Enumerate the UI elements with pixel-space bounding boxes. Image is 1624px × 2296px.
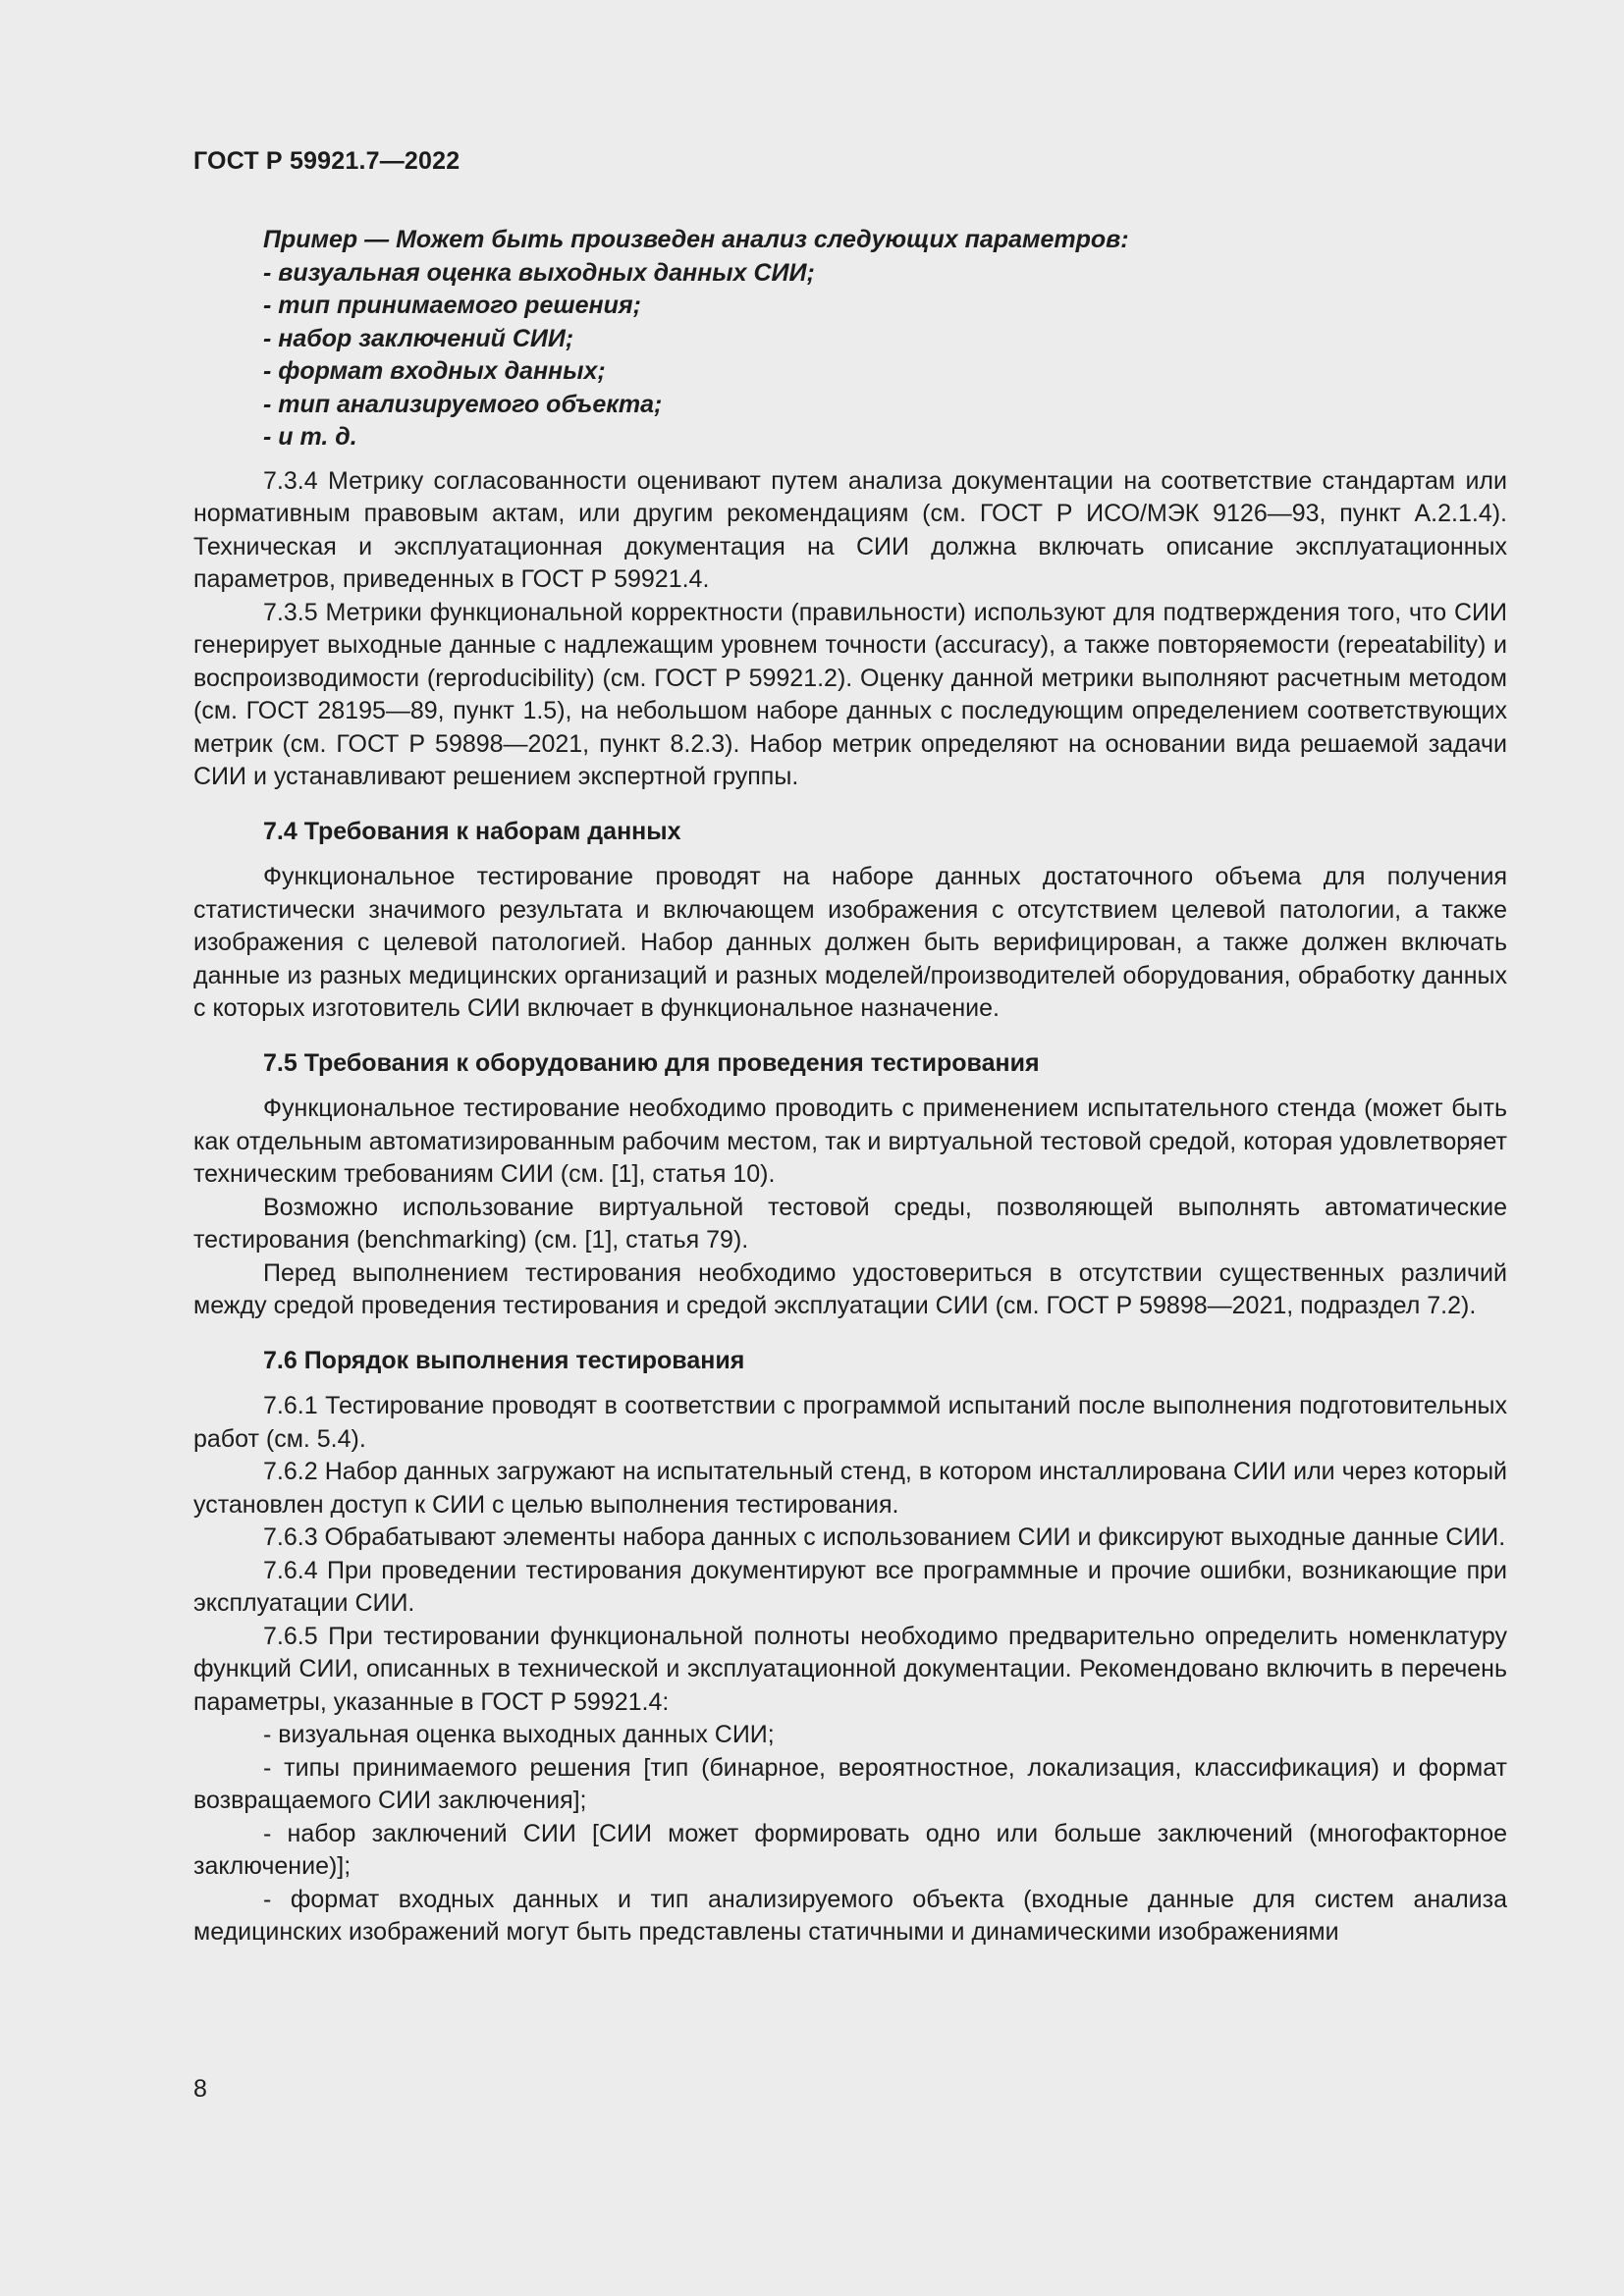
example-item: - тип анализируемого объекта;	[263, 390, 663, 418]
section-heading-7-6: 7.6 Порядок выполнения тестирования	[263, 1346, 745, 1374]
example-item: - формат входных данных;	[263, 357, 606, 385]
paragraph-7-5-body-2: Возможно использование виртуальной тестовой среды, позволяющей выполнять автоматические тестирования (benchmarking) (см. [1], статья 79).	[193, 1193, 1507, 1254]
paragraph-7-6-4: 7.6.4 При проведении тестирования документируют все программные и прочие ошибки, возникающие при эксплуатации СИИ.	[193, 1556, 1507, 1617]
paragraph-7-6-2: 7.6.2 Набор данных загружают на испытательный стенд, в котором инсталлирована СИИ или через который установлен доступ к СИИ с целью выполнения тестирования.	[193, 1458, 1507, 1519]
section-heading-7-5: 7.5 Требования к оборудованию для проведения тестирования	[263, 1048, 1040, 1077]
example-item: - и т. д.	[263, 423, 357, 451]
paragraph-7-6-5: 7.6.5 При тестировании функциональной полноты необходимо предварительно определить номенклатуру функций СИИ, описанных в технической и эксплуатационной документации. Рекомендовано включить в перечень параметры, указанные в ГОСТ Р 59921.4:	[193, 1622, 1507, 1716]
list-item: - визуальная оценка выходных данных СИИ;	[263, 1721, 775, 1748]
paragraph-7-3-4: 7.3.4 Метрику согласованности оценивают путем анализа документации на соответствие стандартам или нормативным правовым актам, или другим рекомендациям (см. ГОСТ Р ИСО/МЭК 9126—93, пункт А.2.1.4). Техническая и эксплуатационная документация на СИИ должна включать описание эксплуатационных параметров, приведенных в ГОСТ Р 59921.4.	[193, 466, 1507, 593]
page-number: 8	[193, 2075, 207, 2103]
paragraph-7-6-1: 7.6.1 Тестирование проводят в соответствии с программой испытаний после выполнения подготовительных работ (см. 5.4).	[193, 1392, 1507, 1453]
example-title: Пример — Может быть произведен анализ следующих параметров:	[263, 226, 1129, 253]
page-content	[193, 224, 1507, 1949]
paragraph-7-3-5: 7.3.5 Метрики функциональной корректности (правильности) используют для подтверждения того, что СИИ генерирует выходные данные с надлежащим уровнем точности (accuracy), а также повторяемости (repeatability) и воспроизводимости (reproducibility) (см. ГОСТ Р 59921.2). Оценку данной метрики выполняют расчетным методом (см. ГОСТ 28195—89, пункт 1.5), на небольшом наборе данных с последующим определением соответствующих метрик (см. ГОСТ Р 59898—2021, пункт 8.2.3). Набор метрик определяют на основании вида решаемой задачи СИИ и устанавливают решением экспертной группы.	[193, 598, 1507, 790]
list-item: - типы принимаемого решения [тип (бинарное, вероятностное, локализация, классификация) и формат возвращаемого СИИ заключения];	[193, 1753, 1507, 1814]
example-block	[193, 224, 1507, 454]
paragraph-7-4-body: Функциональное тестирование проводят на наборе данных достаточного объема для получения статистически значимого результата и включающем изображения с отсутствием целевой патологии, а также изображения с целевой патологией. Набор данных должен быть верифицирован, а также должен включать данные из разных медицинских организаций и разных моделей/производителей оборудования, обработку данных с которых изготовитель СИИ включает в функциональное назначение.	[193, 863, 1507, 1022]
paragraph-7-5-body-3: Перед выполнением тестирования необходимо удостовериться в отсутствии существенных различий между средой проведения тестирования и средой эксплуатации СИИ (см. ГОСТ Р 59898—2021, подраздел 7.2).	[193, 1258, 1507, 1319]
example-item: - визуальная оценка выходных данных СИИ;	[263, 258, 815, 287]
list-item: - формат входных данных и тип анализируемого объекта (входные данные для систем анализа медицинских изображений могут быть представлены статичными и динамическими изображениями	[193, 1885, 1507, 1946]
section-heading-7-4: 7.4 Требования к наборам данных	[263, 817, 681, 845]
paragraph-7-6-3: 7.6.3 Обрабатывают элементы набора данных с использованием СИИ и фиксируют выходные данные СИИ.	[263, 1523, 1506, 1551]
list-item: - набор заключений СИИ [СИИ может формировать одно или больше заключений (многофакторное заключение)];	[193, 1819, 1507, 1880]
example-item: - тип принимаемого решения;	[263, 292, 641, 319]
paragraph-7-5-body-1: Функциональное тестирование необходимо проводить с применением испытательного стенда (может быть как отдельным автоматизированным рабочим местом, так и виртуальной тестовой средой, которая удовлетворяет техническим требованиям СИИ (см. [1], статья 10).	[193, 1095, 1507, 1188]
example-item: - набор заключений СИИ;	[263, 324, 574, 352]
document-header: ГОСТ Р 59921.7—2022	[193, 147, 460, 175]
